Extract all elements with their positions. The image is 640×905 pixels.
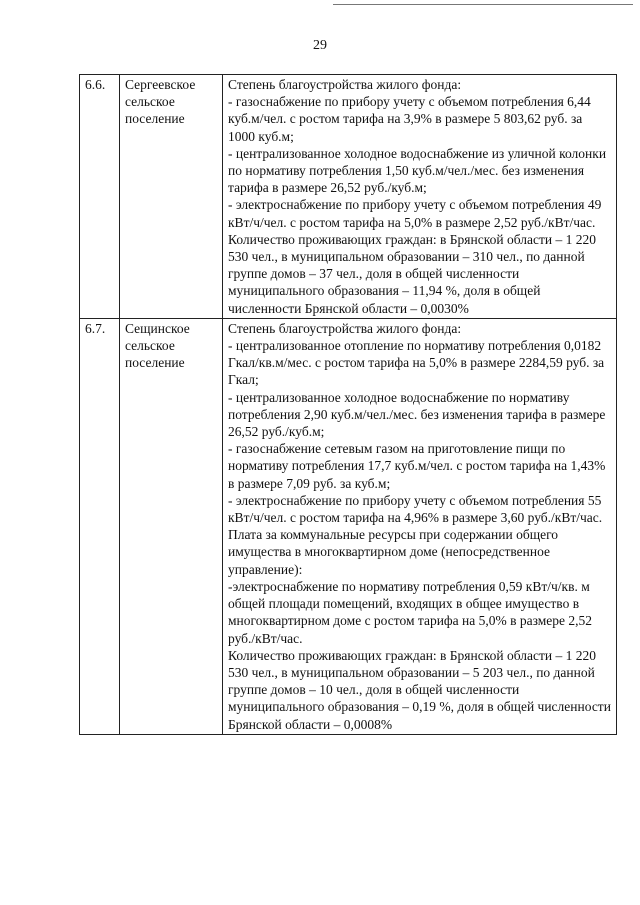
settlement-name-line: сельское — [125, 338, 175, 354]
page-number: 29 — [313, 38, 327, 53]
population-paragraph: Количество проживающих граждан: в Брянской области – 1 220 530 чел., в муниципальном образовании – 5 203 чел., по данной группе домов – 10 чел., доля в общей численности муниципального образования – 0,19 %, доля в общей численности Брянской области – 0,0008% — [228, 647, 611, 732]
description-item: - электроснабжение по прибору учету с объемом потребления 55 кВт/ч/чел. с ростом тарифа на 4,96% в размере 3,60 руб./кВт/час. — [228, 492, 603, 526]
description-item: -электроснабжение по нормативу потребления 0,59 кВт/ч/кв. м общей площади помещений, входящих в общее имущество в многоквартирном доме с ростом тарифа на 5,0% в размере 2,52 руб./кВт/час. — [228, 578, 593, 646]
settlement-name-line: Сещинское — [125, 320, 190, 336]
settlement-name-line: Сергеевское — [125, 77, 196, 92]
settlement-name — [120, 75, 223, 319]
row-number: 6.6. — [80, 75, 120, 319]
table-row — [80, 75, 617, 319]
description-heading: Степень благоустройства жилого фонда: — [228, 77, 462, 92]
description-item: - электроснабжение по прибору учету с объемом потребления 49 кВт/ч/чел. с ростом тарифа на 5,0% в размере 2,52 руб./кВт/час. — [228, 197, 602, 230]
settlement-name-line: сельское — [125, 94, 175, 110]
settlement-name — [120, 318, 223, 734]
common-property-heading: Плата за коммунальные ресурсы при содержании общего имущества в многоквартирном доме (непосредственное управление): — [228, 527, 559, 577]
settlement-name-line: поселение — [125, 355, 185, 371]
top-rule — [333, 4, 633, 5]
description-heading: Степень благоустройства жилого фонда: — [228, 320, 462, 336]
row-number: 6.7. — [80, 318, 120, 734]
description-item: - централизованное холодное водоснабжение из уличной колонки по нормативу потребления 1,50 куб.м/чел./мес. без изменения тарифа в размере 26,52 руб./куб.м; — [228, 145, 607, 196]
description-item: - централизованное холодное водоснабжение по нормативу потребления 2,90 куб.м/чел./мес. без изменения тарифа в размере 26,52 руб./куб.м; — [228, 389, 606, 440]
description-item: - централизованное отопление по нормативу потребления 0,0182 Гкал/кв.м/мес. с ростом тарифа на 5,0% в размере 2284,59 руб. за Гкал; — [228, 338, 605, 388]
table-row — [80, 318, 617, 734]
description-item: - газоснабжение сетевым газом на приготовление пищи по нормативу потребления 17,7 куб.м/чел. с ростом тарифа на 1,43% в размере 7,09 руб. за куб.м; — [228, 441, 606, 491]
description-item: - газоснабжение по прибору учету с объемом потребления 6,44 куб.м/чел. с ростом тарифа на 3,9% в размере 5 803,62 руб. за 1000 куб.м; — [228, 94, 591, 144]
settlement-name-line: поселение — [125, 111, 185, 127]
description-cell — [223, 75, 617, 319]
population-paragraph: Количество проживающих граждан: в Брянской области – 1 220 530 чел., в муниципальном образовании – 310 чел., по данной группе домов – 37 чел., доля в общей численности муниципального образования – 11,94 %, доля в общей численности Брянской области – 0,0030% — [228, 231, 596, 316]
tariff-table — [79, 74, 617, 735]
description-cell — [223, 318, 617, 734]
